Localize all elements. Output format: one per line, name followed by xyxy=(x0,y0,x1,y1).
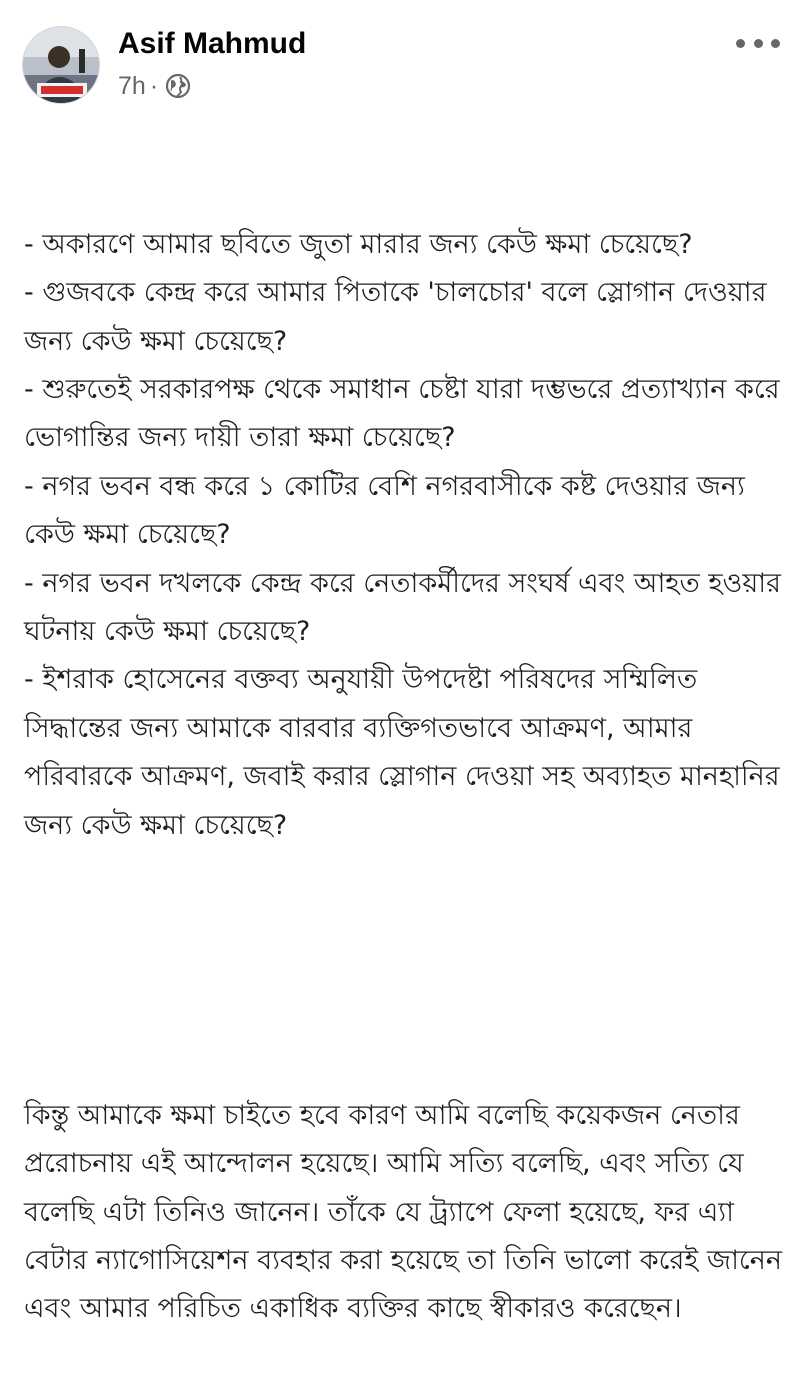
globe-icon[interactable] xyxy=(164,72,192,100)
meta-separator: · xyxy=(149,71,159,100)
post-time[interactable]: 7h xyxy=(118,71,146,100)
post-paragraph: - অকারণে আমার ছবিতে জুতা মারার জন্য কেউ ক্ষমা চেয়েছে? - গুজবকে কেন্দ্র করে আমার পিতাকে 'চালচোর' বলে স্লোগান দেওয়ার জন্য কেউ ক্ষমা চেয়েছে? - শুরুতেই সরকারপক্ষ থেকে সমাধান চেষ্টা যারা দম্ভভরে প্রত্যাখ্যান করে ভোগান্তির জন্য দায়ী তারা ক্ষমা চেয়েছে? - নগর ভবন বন্ধ করে ১ কোটির বেশি নগরবাসীকে কষ্ট দেওয়ার জন্য কেউ ক্ষমা চেয়েছে? - নগর ভবন দখলকে কেন্দ্র করে নেতাকর্মীদের সংঘর্ষ এবং আহত হওয়ার ঘটনায় কেউ ক্ষমা চেয়েছে? - ইশরাক হোসেনের বক্তব্য অনুযায়ী উপদেষ্টা পরিষদের সম্মিলিত সিদ্ধান্তের জন্য আমাকে বারবার ব্যক্তিগতভাবে আক্রমণ, আমার পরিবারকে আক্রমণ, জবাই করার স্লোগান দেওয়া সহ অব্যাহত মানহানির জন্য কেউ ক্ষমা চেয়েছে? xyxy=(24,228,781,841)
avatar[interactable] xyxy=(22,26,100,104)
more-options-icon[interactable] xyxy=(736,28,780,58)
post-body xyxy=(24,124,791,1382)
post-paragraph: কিন্তু আমাকে ক্ষমা চাইতে হবে কারণ আমি বলেছি কয়েকজন নেতার প্ররোচনায় এই আন্দোলন হয়েছে। আমি সত্যি বলেছি, এবং সত্যি যে বলেছি এটা তিনিও জানেন। তাঁকে যে ট্র্যাপে ফেলা হয়েছে, ফর এ্যা বেটার ন্যাগোসিয়েশন ব্যবহার করা হয়েছে তা তিনি ভালো করেই জানেন এবং আমার পরিচিত একাধিক ব্যক্তির কাছে স্বীকারও করেছেন। xyxy=(24,1099,791,1325)
more-dot xyxy=(736,39,745,48)
author-name[interactable]: Asif Mahmud xyxy=(118,27,307,60)
post-header xyxy=(0,0,800,112)
more-dot xyxy=(771,39,780,48)
paragraph-gap xyxy=(24,947,784,995)
avatar-photo xyxy=(23,27,100,104)
post-meta xyxy=(118,70,192,102)
more-dot xyxy=(754,39,763,48)
